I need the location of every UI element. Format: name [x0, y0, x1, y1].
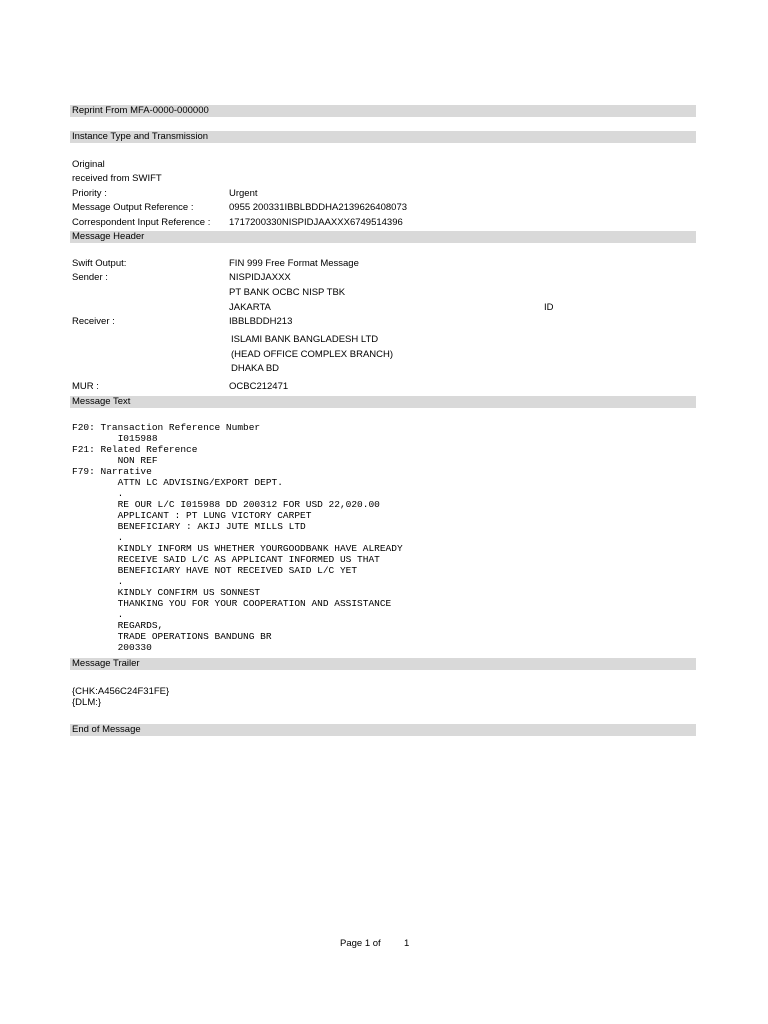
swift-output-value: FIN 999 Free Format Message: [229, 258, 359, 269]
mor-label: Message Output Reference :: [72, 202, 194, 213]
instance-original: Original: [72, 159, 105, 170]
receiver-branch: (HEAD OFFICE COMPLEX BRANCH): [231, 349, 394, 360]
message-text-block: F20: Transaction Reference Number I015988 F21: Related Reference NON REF F79: Narrative ATTN LC ADVISING/EXPORT DEPT. . RE OUR L/C I015988 DD 200312 FOR USD 22,020.00 APPLICANT : PT LUNG VICTORY CARPET BENEFICIARY : AKIJ JUTE MILLS LTD . KINDLY INFORM US WHETHER YOURGOODBANK HAVE ALREADY RECEIVE SAID L/C AS APPLICANT INFORMED US THAT BENEFICIARY HAVE NOT RECEIVED SAID L/C YET . KINDLY CONFIRM US SONNEST THANKING YOU FOR YOUR COOPERATION AND ASSISTANCE . REGARDS, TRADE OPERATIONS BANDUNG BR 200330: [72, 422, 403, 653]
trailer-block: {CHK:A456C24F31FE} {DLM:}: [72, 686, 170, 708]
sender-city: JAKARTA: [229, 302, 271, 313]
page-total: 1: [404, 938, 410, 949]
mur-value: OCBC212471: [229, 381, 289, 392]
receiver-city: DHAKA BD: [231, 363, 280, 374]
trailer-section-bar: Message Trailer: [70, 658, 696, 670]
priority-label: Priority :: [72, 188, 107, 199]
receiver-bic: IBBLBDDH213: [229, 316, 293, 327]
swift-output-label: Swift Output:: [72, 258, 127, 269]
receiver-name: ISLAMI BANK BANGLADESH LTD: [231, 334, 379, 345]
receiver-label: Receiver :: [72, 316, 115, 327]
priority-value: Urgent: [229, 188, 258, 199]
reprint-section-bar: Reprint From MFA-0000-000000: [70, 105, 696, 117]
cir-value: 1717200330NISPIDJAAXXX6749514396: [229, 217, 403, 228]
sender-bic: NISPIDJAXXX: [229, 272, 291, 283]
sender-label: Sender :: [72, 272, 108, 283]
end-section-bar: End of Message: [70, 724, 696, 736]
mor-value: 0955 200331IBBLBDDHA2139626408073: [229, 202, 408, 213]
header-section-bar: Message Header: [70, 231, 696, 243]
instance-section-bar: Instance Type and Transmission: [70, 131, 696, 143]
text-section-bar: Message Text: [70, 396, 696, 408]
cir-label: Correspondent Input Reference :: [72, 217, 211, 228]
page-label: Page 1 of: [340, 938, 381, 949]
sender-country: ID: [544, 302, 554, 313]
mur-label: MUR :: [72, 381, 99, 392]
sender-name: PT BANK OCBC NISP TBK: [229, 287, 346, 298]
instance-received: received from SWIFT: [72, 173, 162, 184]
